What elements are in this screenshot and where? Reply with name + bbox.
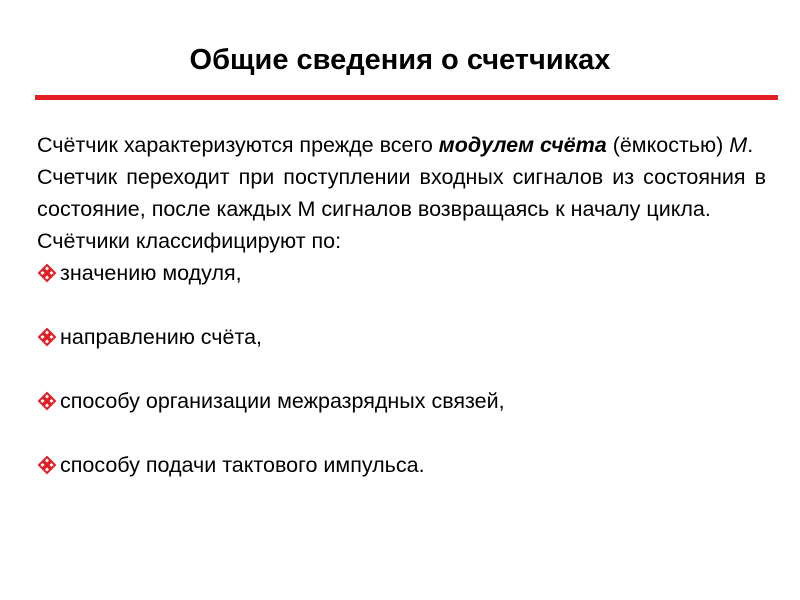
bullet-text: способу подачи тактового импульса. xyxy=(60,453,425,477)
spacer xyxy=(37,353,766,385)
spacer xyxy=(37,289,766,321)
paragraph-module xyxy=(37,129,766,161)
diamond-outline-icon xyxy=(37,455,57,475)
bullet-item xyxy=(37,257,766,289)
diamond-outline-icon xyxy=(37,263,57,283)
term-modulus: модулем счёта xyxy=(438,133,607,157)
title-underline-bar xyxy=(35,95,778,100)
bullet-item xyxy=(37,449,766,481)
paragraph-module-text-c: . xyxy=(747,133,754,157)
bullet-text: направлению счёта, xyxy=(60,325,263,349)
diamond-outline-icon xyxy=(37,391,57,411)
slide-title: Общие сведения о счетчиках xyxy=(189,44,611,76)
diamond-outline-icon xyxy=(37,327,57,347)
bullet-item xyxy=(37,385,766,417)
title-underline xyxy=(35,95,778,100)
paragraph-classification: Счётчики классифицируют по: xyxy=(37,229,342,253)
bullet-item xyxy=(37,321,766,353)
paragraph-transitions: Счетчик переходит при поступлении входных сигналов из состояния в состояние, после каждых М сигналов возвращаясь к началу цикла. xyxy=(37,165,766,221)
spacer xyxy=(37,417,766,449)
slide-body xyxy=(37,129,766,481)
symbol-m: М xyxy=(729,133,748,157)
paragraph-module-text-b: (ёмкостью) xyxy=(606,133,730,157)
bullet-text: значению модуля, xyxy=(60,261,242,285)
bullet-text: способу организации межразрядных связей, xyxy=(60,389,505,413)
paragraph-module-text-a: Счётчик характеризуются прежде всего xyxy=(37,133,439,157)
